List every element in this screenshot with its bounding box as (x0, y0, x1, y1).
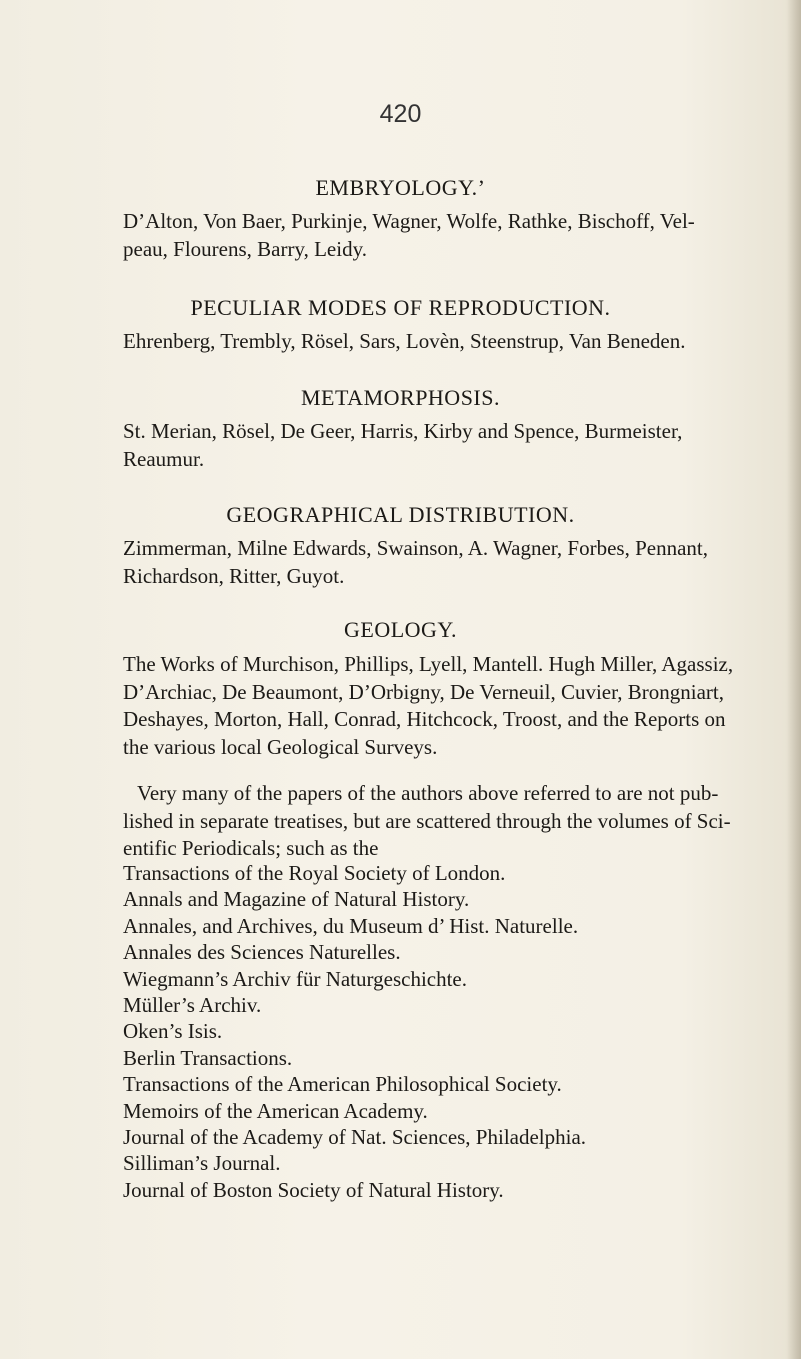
text-line: D’Alton, Von Baer, Purkinje, Wagner, Wolfe, Rathke, Bischoff, Vel- (123, 209, 695, 233)
text-line: Ehrenberg, Trembly, Rösel, Sars, Lovèn, Steenstrup, Van Beneden. (123, 329, 686, 353)
list-item: Journal of the Academy of Nat. Sciences, Philadelphia. (123, 1125, 587, 1150)
list-item: Memoirs of the American Academy. (123, 1098, 428, 1123)
text-line: St. Merian, Rösel, De Geer, Harris, Kirby and Spence, Burmeister, (123, 419, 683, 443)
list-item: Journal of Boston Society of Natural History. (123, 1177, 504, 1202)
section-heading-geographical-distribution: GEOGRAPHICAL DISTRIBUTION. (226, 502, 575, 527)
section-text-geology (123, 651, 734, 761)
section-heading-geology: GEOLOGY. (344, 617, 457, 642)
list-item: Annals and Magazine of Natural History. (123, 887, 470, 912)
text-line: lished in separate treatises, but are scattered through the volumes of Sci- (123, 808, 731, 833)
text-line: Deshayes, Morton, Hall, Conrad, Hitchcock, Troost, and the Reports on (123, 707, 726, 731)
section-text-embryology (123, 208, 695, 263)
text-line: Zimmerman, Milne Edwards, Swainson, A. Wagner, Forbes, Pennant, (123, 536, 708, 560)
list-item: Berlin Transactions. (123, 1045, 293, 1070)
list-item: Annales, and Archives, du Museum d’ Hist. Naturelle. (123, 913, 579, 938)
text-line: The Works of Murchison, Phillips, Lyell, Mantell. Hugh Miller, Agassiz, (123, 652, 734, 676)
text-line: entific Periodicals; such as the (123, 836, 379, 860)
list-item: Oken’s Isis. (123, 1019, 223, 1044)
section-heading-embryology: EMBRYOLOGY.’ (315, 175, 486, 200)
section-heading-reproduction: PECULIAR MODES OF REPRODUCTION. (190, 295, 611, 320)
closing-paragraph (123, 780, 731, 863)
list-item: Transactions of the American Philosophical Society. (123, 1072, 562, 1097)
list-item: Annales des Sciences Naturelles. (123, 940, 401, 965)
text-line: Reaumur. (123, 446, 205, 471)
list-item: Transactions of the Royal Society of London. (123, 861, 506, 885)
list-item: Silliman’s Journal. (123, 1151, 281, 1176)
list-item: Wiegmann’s Archiv für Naturgeschichte. (123, 966, 467, 991)
text-line: peau, Flourens, Barry, Leidy. (123, 236, 367, 261)
section-text-metamorphosis (123, 418, 683, 473)
page-edge-shadow (787, 0, 801, 1359)
text-line: D’Archiac, De Beaumont, D’Orbigny, De Verneuil, Cuvier, Brongniart, (123, 679, 725, 704)
text-line: Richardson, Ritter, Guyot. (123, 563, 345, 588)
section-text-reproduction (123, 328, 686, 356)
text-line: the various local Geological Surveys. (123, 734, 438, 759)
periodicals-list (123, 860, 683, 1203)
list-item: Müller’s Archiv. (123, 993, 262, 1018)
section-text-geographical-distribution (123, 535, 708, 590)
page-number: 420 (379, 100, 422, 128)
text-line: Very many of the papers of the authors above referred to are not pub- (137, 781, 719, 805)
section-heading-metamorphosis: METAMORPHOSIS. (301, 385, 500, 410)
